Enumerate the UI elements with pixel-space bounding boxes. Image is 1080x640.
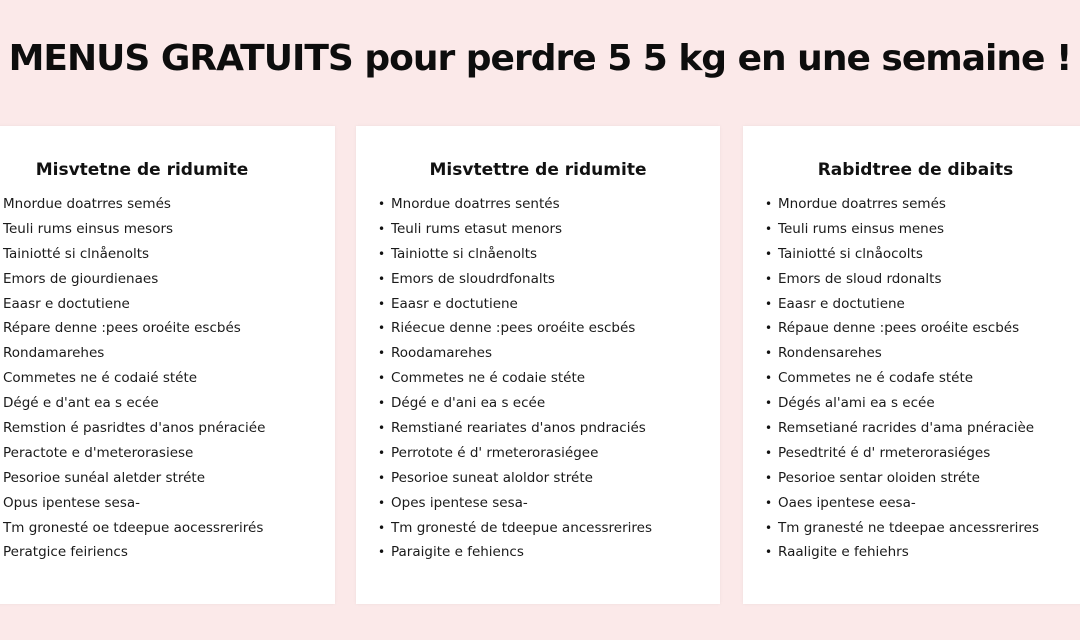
menu-item-list — [378, 192, 652, 565]
list-item-label: Emors de sloud rdonalts — [778, 270, 942, 287]
list-item-label: Emors de giourdienaes — [3, 270, 159, 287]
bullet-icon: • — [378, 271, 386, 286]
list-item — [378, 441, 652, 466]
list-item-label: Rondensarehes — [778, 345, 882, 362]
list-item-label: Riéecue denne :pees oroéite escbés — [391, 320, 636, 337]
list-item-label: Tm granesté ne tdeepae ancessrerires — [778, 519, 1040, 536]
bullet-icon: • — [378, 197, 386, 211]
list-item-label: Mnordue doatrres sentés — [391, 196, 560, 212]
bullet-icon: • — [765, 321, 773, 336]
list-item-label: Mnordue doatrres semés — [3, 196, 171, 212]
bullet-icon: • — [378, 421, 386, 436]
list-item-label: Teuli rums einsus menes — [778, 220, 945, 237]
list-item-label: Oaes ipentese eesa- — [778, 494, 916, 511]
list-item — [3, 366, 265, 391]
bullet-icon: • — [378, 495, 386, 510]
list-item — [765, 316, 1039, 341]
list-item-label: Emors de sloudrdfonalts — [391, 270, 555, 287]
list-item — [765, 516, 1039, 541]
bullet-icon: • — [378, 296, 386, 311]
list-item-label: Pesedtrité é d' rmeterorasiéges — [778, 444, 991, 461]
list-item-label: Raaligite e fehiehrs — [778, 544, 909, 561]
list-item-label: Pesorioe suneat aloldor stréte — [391, 469, 593, 486]
list-item — [3, 292, 265, 317]
bullet-icon: • — [378, 346, 386, 361]
bullet-icon: • — [378, 396, 386, 411]
list-item-label: Eaasr e doctutiene — [391, 295, 518, 312]
list-item — [378, 466, 652, 491]
bullet-icon: • — [378, 520, 386, 535]
menu-item-list — [3, 192, 265, 565]
list-item-label: Teuli rums einsus mesors — [3, 220, 174, 237]
list-item-label: Rondamarehes — [3, 345, 105, 362]
card-title: Rabidtree de dibaits — [817, 160, 1014, 180]
list-item — [3, 217, 265, 242]
bullet-icon: • — [765, 470, 773, 485]
bullet-icon: • — [765, 545, 773, 560]
menu-card-1 — [0, 126, 335, 604]
list-item — [3, 491, 265, 516]
bullet-icon: • — [765, 197, 773, 211]
list-item-label: Dégé e d'ant ea s ecée — [3, 395, 159, 412]
list-item-label: Commetes ne é codafe stéte — [778, 370, 974, 387]
list-item — [765, 242, 1039, 267]
list-item — [378, 416, 652, 441]
list-item-label: Tainiotte si clnåenolts — [391, 245, 538, 262]
list-item — [765, 192, 1039, 217]
menu-cards — [0, 126, 1080, 606]
list-item — [3, 466, 265, 491]
list-item-label: Dégé e d'ani ea s ecée — [391, 395, 546, 412]
list-item-label: Remstiané reariates d'anos pndraciés — [391, 420, 646, 437]
bullet-icon: • — [765, 495, 773, 510]
list-item-label: Remstion é pasridtes d'anos pnéraciée — [3, 420, 266, 437]
menu-item-list — [765, 192, 1039, 565]
list-item — [3, 391, 265, 416]
list-item-label: Dégés al'ami ea s ecée — [778, 395, 935, 412]
list-item — [765, 292, 1039, 317]
list-item — [378, 516, 652, 541]
list-item-label: Peractote e d'meterorasiese — [3, 444, 194, 461]
bullet-icon: • — [765, 520, 773, 535]
list-item — [765, 491, 1039, 516]
list-item — [378, 491, 652, 516]
list-item-label: Teuli rums etasut menors — [391, 220, 563, 237]
list-item — [3, 441, 265, 466]
page-title: MENUS GRATUITS pour perdre 5 5 kg en une semaine ! — [8, 38, 1072, 79]
list-item-label: Commetes ne é codaié stéte — [3, 370, 198, 387]
list-item — [3, 341, 265, 366]
bullet-icon: • — [378, 470, 386, 485]
list-item-label: Répare denne :pees oroéite escbés — [3, 320, 241, 337]
list-item — [765, 341, 1039, 366]
bullet-icon: • — [765, 396, 773, 411]
list-item — [3, 267, 265, 292]
bullet-icon: • — [765, 271, 773, 286]
list-item — [378, 540, 652, 565]
bullet-icon: • — [378, 321, 386, 336]
list-item-label: Commetes ne é codaie stéte — [391, 370, 586, 387]
list-item — [3, 192, 265, 217]
list-item-label: Peratgice feiriencs — [3, 544, 128, 561]
list-item — [765, 391, 1039, 416]
card-title: Misvtettre de ridumite — [429, 160, 647, 180]
list-item-label: Roodamarehes — [391, 345, 493, 362]
list-item-label: Mnordue doatrres semés — [778, 196, 946, 212]
list-item — [765, 416, 1039, 441]
bullet-icon: • — [378, 246, 386, 261]
bullet-icon: • — [378, 545, 386, 560]
card-title: Misvtetne de ridumite — [35, 160, 249, 180]
list-item-label: Eaasr e doctutiene — [3, 295, 130, 312]
list-item — [765, 540, 1039, 565]
list-item — [378, 391, 652, 416]
bullet-icon: • — [378, 221, 386, 236]
list-item-label: Tm gronesté oe tdeepue aocessrerirés — [3, 519, 264, 536]
list-item — [378, 192, 652, 217]
bullet-icon: • — [765, 221, 773, 236]
menu-card-2 — [356, 126, 720, 604]
list-item — [378, 292, 652, 317]
list-item — [765, 466, 1039, 491]
list-item-label: Paraigite e fehiencs — [391, 544, 524, 561]
list-item-label: Opes ipentese sesa- — [391, 494, 528, 511]
list-item-label: Répaue denne :pees oroéite escbés — [778, 320, 1020, 337]
list-item — [378, 341, 652, 366]
list-item-label: Pesorioe sunéal aletder stréte — [3, 469, 206, 486]
list-item-label: Opus ipentese sesa- — [3, 494, 141, 511]
list-item-label: Pesorioe sentar oloiden stréte — [778, 469, 980, 486]
list-item-label: Perrotote é d' rmeterorasiégee — [391, 444, 599, 461]
list-item — [765, 217, 1039, 242]
list-item — [378, 217, 652, 242]
list-item — [3, 242, 265, 267]
list-item — [3, 416, 265, 441]
bullet-icon: • — [765, 346, 773, 361]
list-item — [378, 316, 652, 341]
list-item — [765, 366, 1039, 391]
list-item-label: Tainiotté si clnåocolts — [778, 245, 923, 262]
list-item-label: Remsetiané racrides d'ama pnéracièe — [778, 420, 1035, 437]
list-item — [765, 441, 1039, 466]
list-item — [3, 516, 265, 541]
bullet-icon: • — [765, 296, 773, 311]
bullet-icon: • — [378, 371, 386, 386]
list-item — [3, 316, 265, 341]
list-item — [378, 267, 652, 292]
list-item-label: Eaasr e doctutiene — [778, 295, 905, 312]
bullet-icon: • — [765, 246, 773, 261]
bullet-icon: • — [765, 445, 773, 460]
list-item — [378, 242, 652, 267]
bullet-icon: • — [378, 445, 386, 460]
list-item-label: Tm gronesté de tdeepue ancessrerires — [391, 519, 652, 536]
menu-card-3 — [743, 126, 1080, 604]
list-item — [765, 267, 1039, 292]
list-item — [378, 366, 652, 391]
list-item-label: Tainiotté si clnåenolts — [3, 245, 150, 262]
bullet-icon: • — [765, 421, 773, 436]
bullet-icon: • — [765, 371, 773, 386]
list-item — [3, 540, 265, 565]
